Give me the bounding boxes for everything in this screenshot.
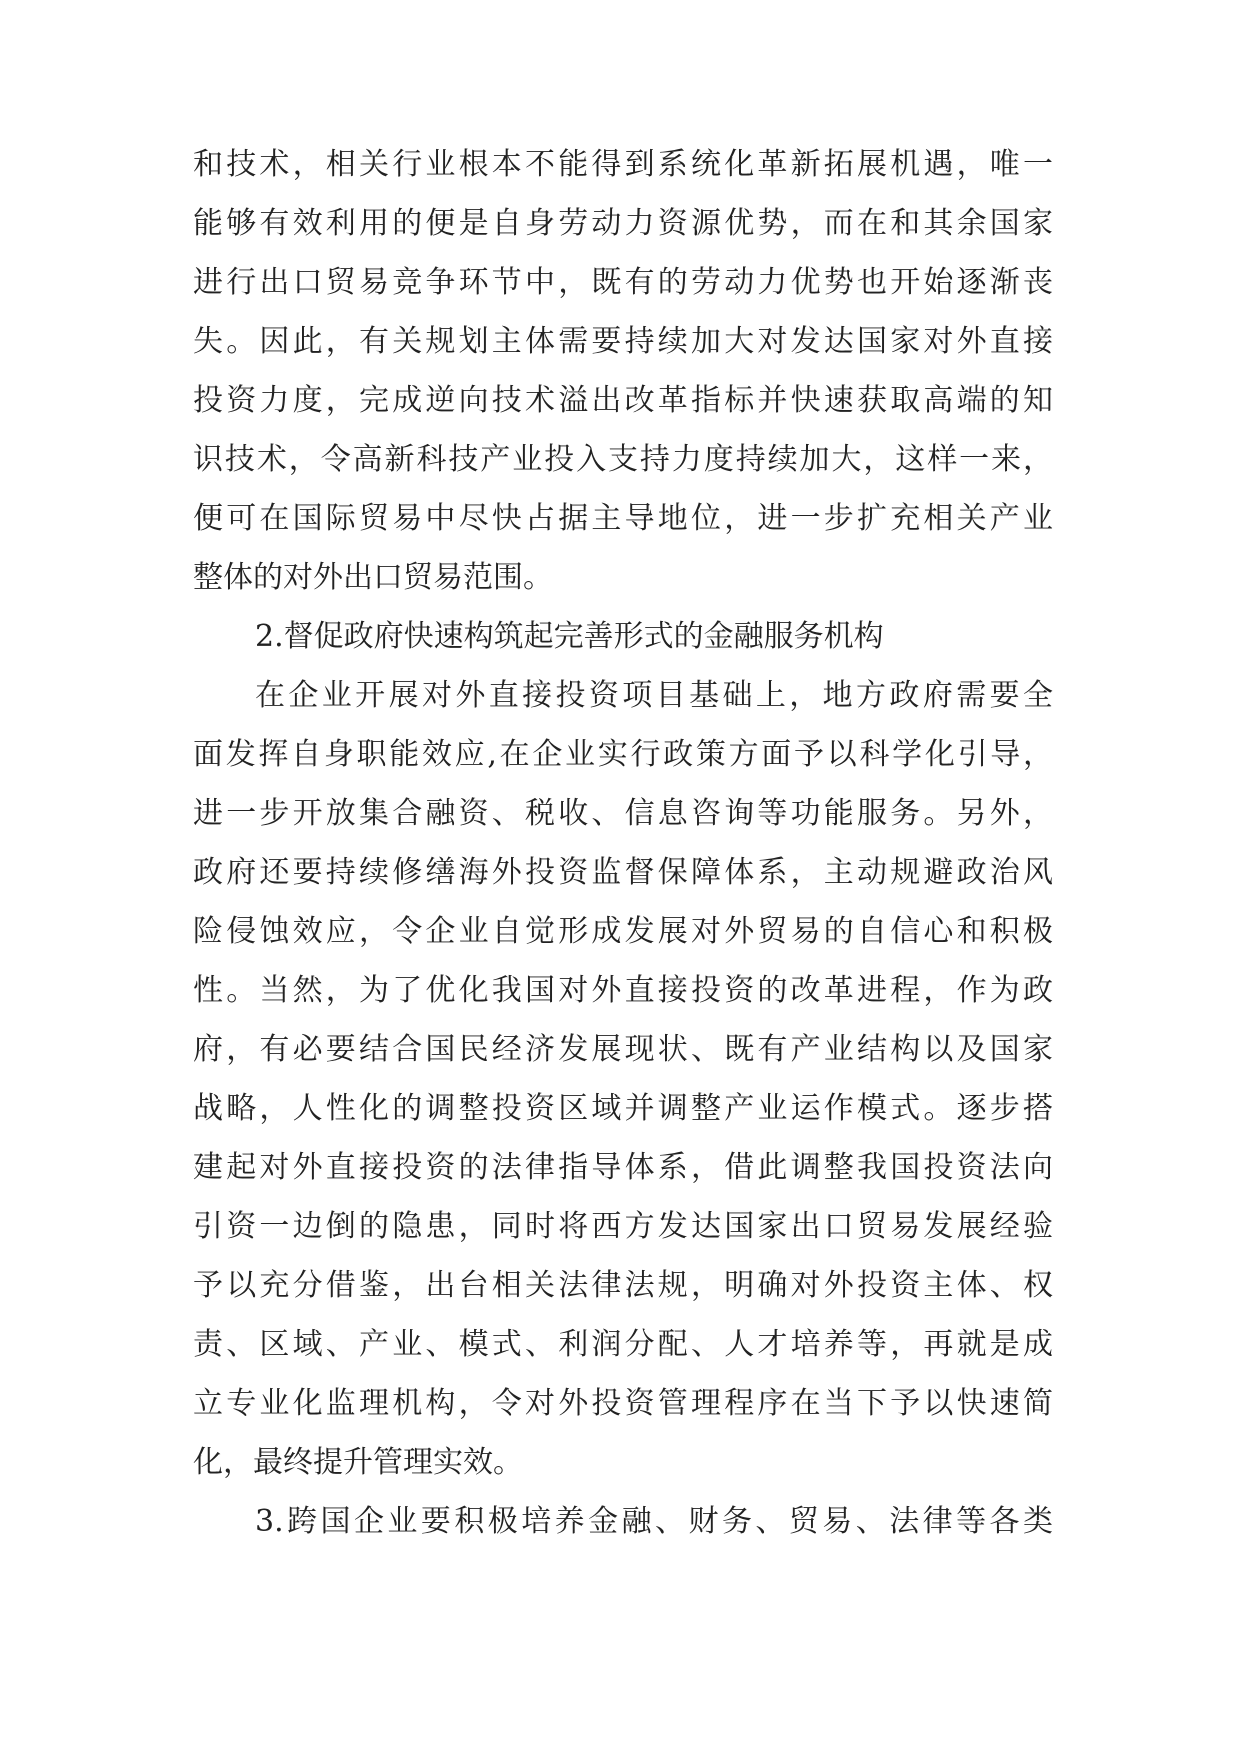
- text-line: 引资一边倒的隐患，同时将西方发达国家出口贸易发展经验: [193, 1209, 1053, 1244]
- text-line: 府，有必要结合国民经济发展现状、既有产业结构以及国家: [193, 1032, 1053, 1067]
- text-line: 和技术，相关行业根本不能得到系统化革新拓展机遇，唯一: [193, 147, 1053, 182]
- paragraph-first-line: 在企业开展对外直接投资项目基础上，地方政府需要全: [255, 678, 1053, 713]
- section-heading: 2.督促政府快速构筑起完善形式的金融服务机构: [255, 619, 884, 654]
- text-line: 能够有效利用的便是自身劳动力资源优势，而在和其余国家: [193, 206, 1053, 241]
- text-line: 面发挥自身职能效应,在企业实行政策方面予以科学化引导，: [193, 737, 1053, 772]
- section-heading-3: 3.跨国企业要积极培养金融、财务、贸易、法律等各类: [255, 1504, 1053, 1539]
- text-line: 建起对外直接投资的法律指导体系，借此调整我国投资法向: [193, 1150, 1053, 1185]
- text-line: 便可在国际贸易中尽快占据主导地位，进一步扩充相关产业: [193, 501, 1053, 536]
- text-line: 进一步开放集合融资、税收、信息咨询等功能服务。另外，: [193, 796, 1053, 831]
- text-line: 责、区域、产业、模式、利润分配、人才培养等，再就是成: [193, 1327, 1053, 1362]
- text-line: 失。因此，有关规划主体需要持续加大对发达国家对外直接: [193, 324, 1053, 359]
- text-line: 立专业化监理机构，令对外投资管理程序在当下予以快速简: [193, 1386, 1053, 1421]
- text-line: 投资力度，完成逆向技术溢出改革指标并快速获取高端的知: [193, 383, 1053, 418]
- text-line: 性。当然，为了优化我国对外直接投资的改革进程，作为政: [193, 973, 1053, 1008]
- text-line: 战略，人性化的调整投资区域并调整产业运作模式。逐步搭: [193, 1091, 1053, 1126]
- text-line: 予以充分借鉴，出台相关法律法规，明确对外投资主体、权: [193, 1268, 1053, 1303]
- text-line: 进行出口贸易竞争环节中，既有的劳动力优势也开始逐渐丧: [193, 265, 1053, 300]
- text-line: 险侵蚀效应，令企业自觉形成发展对外贸易的自信心和积极: [193, 914, 1053, 949]
- text-line: 化，最终提升管理实效。: [193, 1445, 523, 1480]
- text-line: 政府还要持续修缮海外投资监督保障体系，主动规避政治风: [193, 855, 1053, 890]
- text-line: 识技术，令高新科技产业投入支持力度持续加大，这样一来，: [193, 442, 1053, 477]
- text-line: 整体的对外出口贸易范围。: [193, 560, 553, 595]
